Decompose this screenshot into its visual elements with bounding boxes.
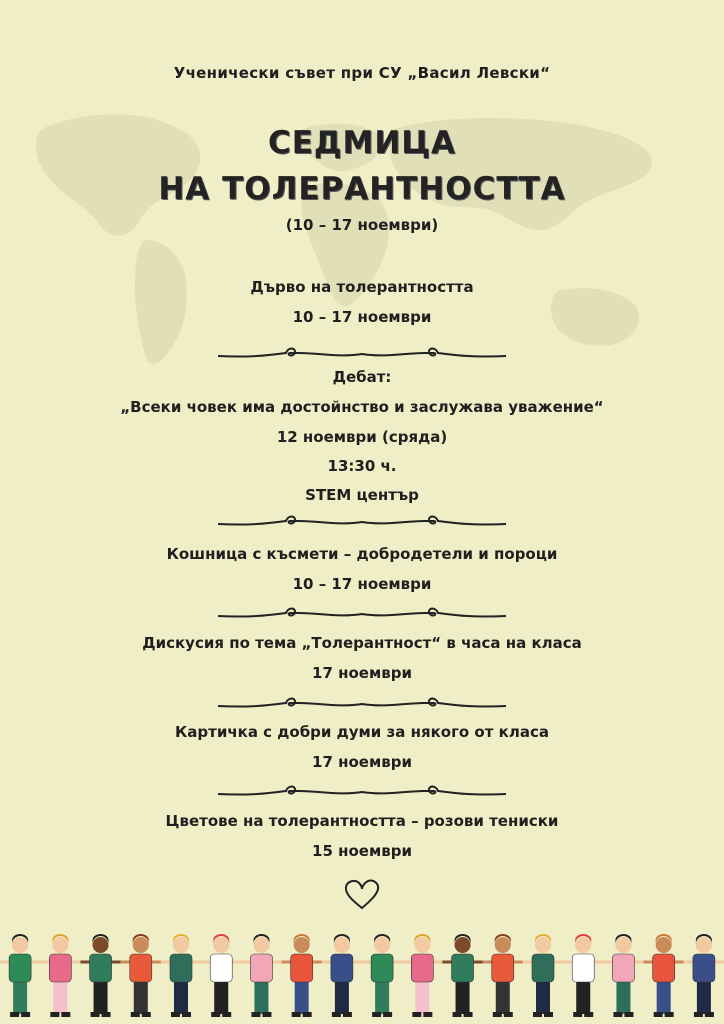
week-dates: (10 – 17 ноември): [285, 216, 439, 234]
heart-icon: [343, 877, 381, 911]
event-2-time: 13:30 ч.: [327, 457, 397, 475]
event-1-date: 10 – 17 ноември: [292, 308, 432, 326]
person-figure: [684, 934, 724, 1017]
people-holding-hands-icon: [0, 932, 724, 1024]
person-figure: [121, 934, 161, 1017]
swirl-divider-icon: [216, 344, 508, 364]
person-figure: [201, 934, 241, 1017]
person-figure: [40, 934, 80, 1017]
person-figure: [0, 934, 40, 1017]
swirl-divider-icon: [216, 604, 508, 624]
swirl-divider-icon: [216, 512, 508, 532]
event-3-title: Кошница с късмети – добродетели и пороци: [166, 545, 558, 563]
event-4-title: Дискусия по тема „Толерантност“ в часа на класа: [142, 634, 582, 652]
person-figure: [523, 934, 563, 1017]
person-figure: [442, 934, 482, 1017]
student-council-label: Ученически съвет при СУ „Васил Левски“: [173, 64, 551, 82]
swirl-divider-icon: [216, 694, 508, 714]
person-figure: [603, 934, 643, 1017]
event-4-date: 17 ноември: [312, 664, 412, 682]
event-5-date: 17 ноември: [312, 753, 412, 771]
person-figure: [483, 934, 523, 1017]
event-3-date: 10 – 17 ноември: [292, 575, 432, 593]
person-figure: [161, 934, 201, 1017]
event-6-title: Цветове на толерантността – розови тениски: [165, 812, 559, 830]
person-figure: [402, 934, 442, 1017]
person-figure: [241, 934, 281, 1017]
person-figure: [80, 934, 120, 1017]
swirl-divider-icon: [216, 782, 508, 802]
page-title-line1: СЕДМИЦА: [267, 125, 457, 161]
event-2-date: 12 ноември (сряда): [276, 428, 448, 446]
person-figure: [362, 934, 402, 1017]
event-2-location: STEM център: [305, 486, 419, 504]
event-2-title: Дебат:: [332, 368, 392, 386]
person-figure: [282, 934, 322, 1017]
page-title-line2: НА ТОЛЕРАНТНОСТТА: [158, 171, 566, 207]
person-figure: [644, 934, 684, 1017]
event-1-title: Дърво на толерантността: [250, 278, 474, 296]
event-6-date: 15 ноември: [312, 842, 412, 860]
event-2-quote: „Всеки човек има достойнство и заслужава уважение“: [120, 398, 604, 416]
event-5-title: Картичка с добри думи за някого от класа: [175, 723, 549, 741]
person-figure: [322, 934, 362, 1017]
person-figure: [563, 934, 603, 1017]
